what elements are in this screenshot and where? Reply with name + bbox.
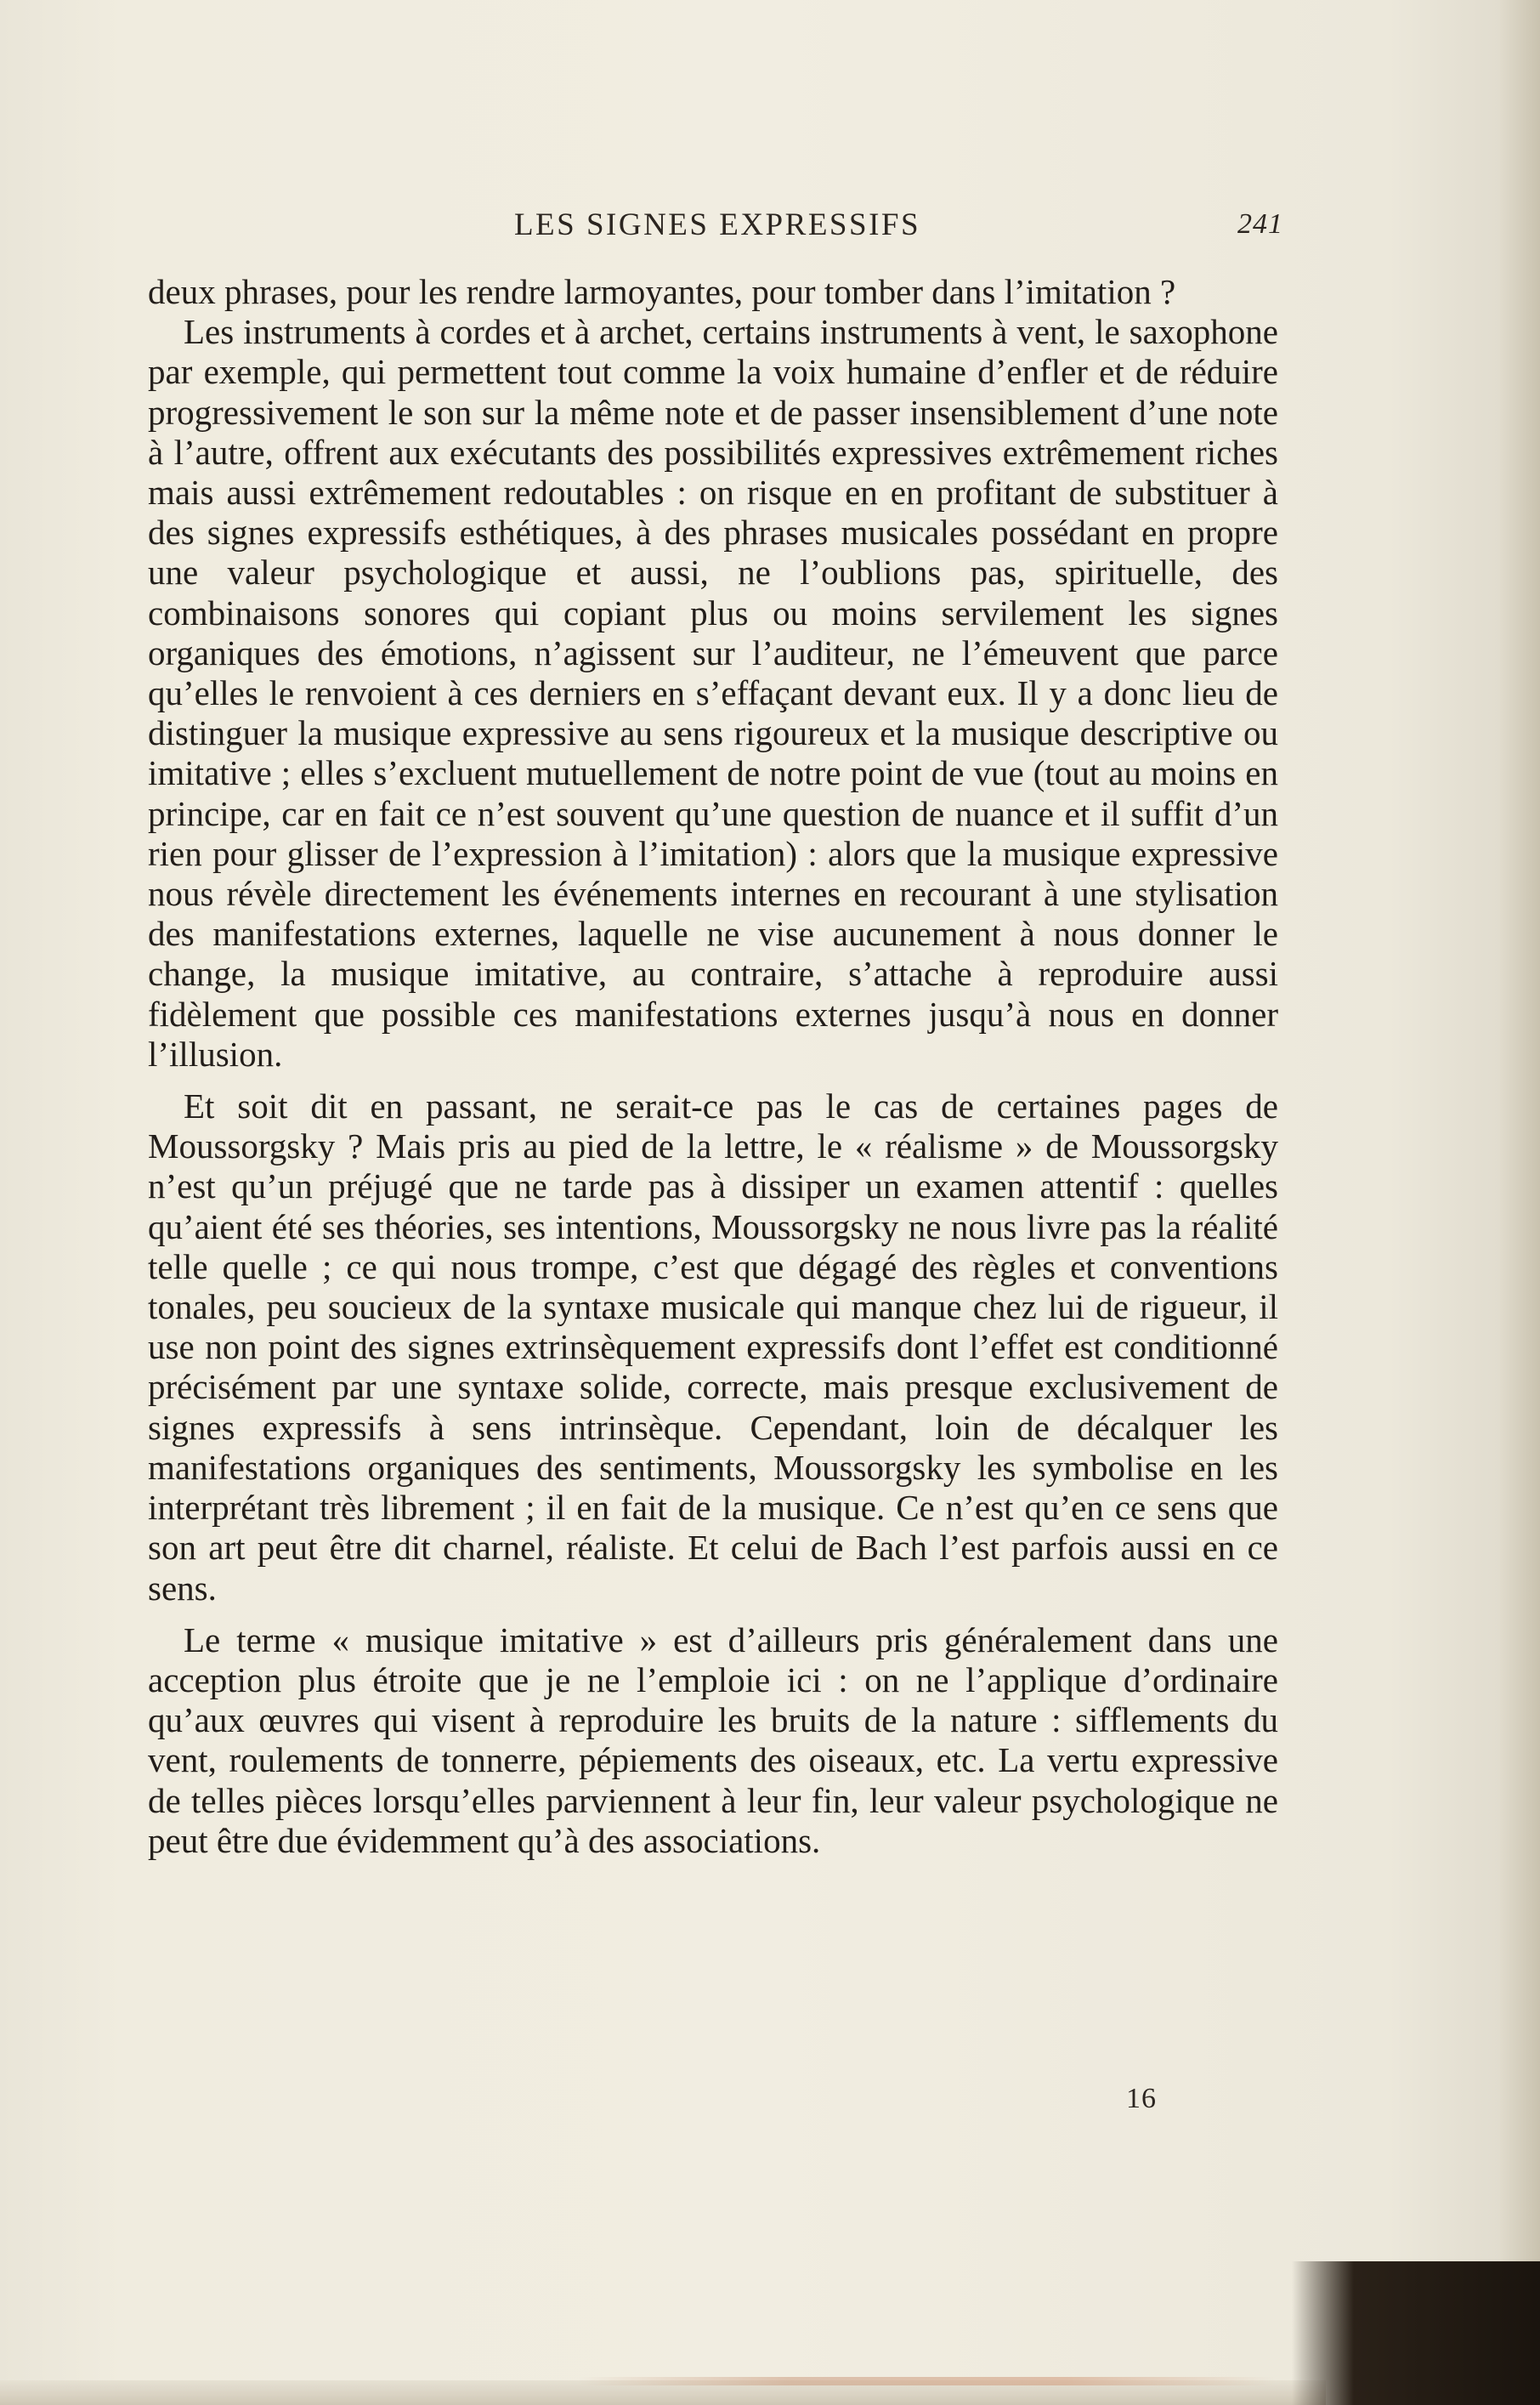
paragraph: Le terme « musique imitative » est d’ailleurs pris généralement dans une acception plus étroite que je ne l’emploie ici : on ne l’applique d’ordinaire qu’aux œuvres qui visent à reproduire les bruits de la nature : sifflements du vent, roulements de tonnerre, pépiements des oiseaux, etc. La vertu expressive de telles pièces lorsqu’elles parviennent à leur fin, leur valeur psychologique ne peut être due évidemment qu’à des associations.: [148, 1619, 1278, 1860]
paragraph: deux phrases, pour les rendre larmoyantes, pour tomber dans l’imitation ?: [148, 272, 1176, 311]
page-right-edge: [1500, 0, 1540, 2405]
page-stain: [578, 2377, 1275, 2385]
paragraph: Les instruments à cordes et à archet, certains instruments à vent, le saxophone par exemple, qui permettent tout comme la voix humaine d’enfler et de réduire progressivement le son sur la même note et de passer insensiblement d’une note à l’autre, offrent aux exécutants des possibilités expressives extrêmement riches mais aussi extrêmement redoutables : on risque en en profitant de substituer à des signes expressifs esthétiques, à des phrases musicales possédant en propre une valeur psychologique et aussi, ne l’oublions pas, spirituelle, des combinaisons sonores qui copiant plus ou moins servilement les signes organiques des émotions, n’agissent sur l’auditeur, ne l’émeuvent que parce qu’elles le renvoient à ces derniers en s’effaçant devant eux. Il y a donc lieu de distinguer la musique expressive au sens rigoureux et la musique descriptive ou imitative ; elles s’excluent mutuellement de notre point de vue (tout au moins en principe, car en fait ce n’est souvent qu’une question de nuance et il suffit d’un rien pour glisser de l’expression à l’imitation) : alors que la musique expressive nous révèle directement les événements internes en recourant à une stylisation des manifestations externes, laquelle ne vise aucunement à nous donner le change, la musique imitative, au contraire, s’attache à reproduire aussi fidèlement que possible ces manifestations externes jusqu’à nous en donner l’illusion.: [148, 312, 1278, 1074]
body-text: [148, 272, 1278, 1861]
running-title: LES SIGNES EXPRESSIFS: [513, 207, 921, 242]
signature-mark: 16: [1126, 2083, 1157, 2114]
running-header: [148, 207, 1283, 249]
page-number: 241: [1237, 208, 1283, 240]
paragraph: Et soit dit en passant, ne serait-ce pas le cas de certaines pages de Moussorgsky ? Mais pris au pied de la lettre, le « réalisme » de Moussorgsky n’est qu’un préjugé que ne tarde pas à dissiper un examen attentif : quelles qu’aient été ses théories, ses intentions, Moussorgsky ne nous livre pas la réalité telle quelle ; ce qui nous trompe, c’est que dégagé des règles et conventions tonales, peu soucieux de la syntaxe musicale qui manque chez lui de rigueur, il use non point des signes extrinsèquement expressifs dont l’effet est conditionné précisément par une syntaxe solide, correcte, mais presque exclusivement de signes expressifs à sens intrinsèque. Cependant, loin de décalquer les manifestations organiques des sentiments, Moussorgsky les symbolise en les interprétant très librement ; il en fait de la musique. Ce n’est qu’en ce sens que son art peut être dit charnel, réaliste. Et celui de Bach l’est parfois aussi en ce sens.: [148, 1086, 1278, 1608]
corner-shadow: [1292, 2261, 1540, 2405]
